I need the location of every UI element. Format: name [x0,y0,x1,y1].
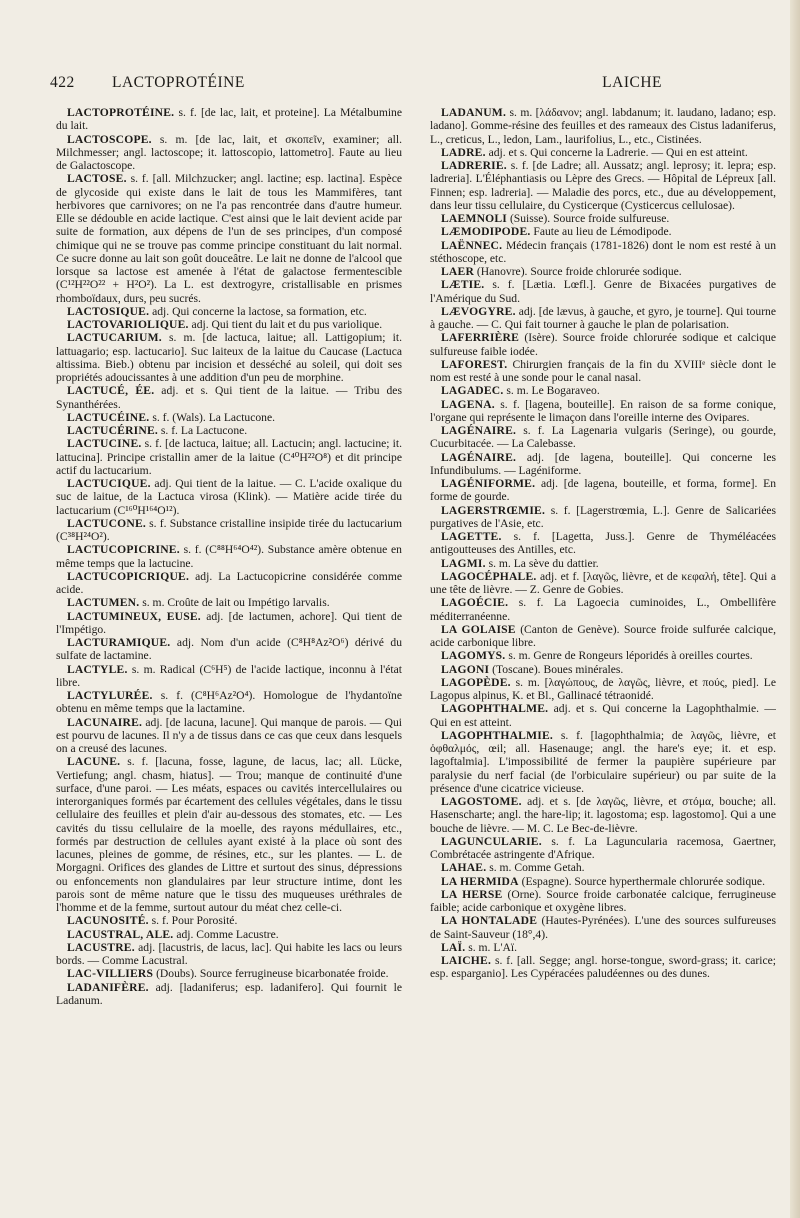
dictionary-entry [56,517,402,544]
dictionary-entry [430,424,776,451]
entry-headword: LAGUNCULARIE. [441,834,542,848]
entry-definition: s. f. Pour Porosité. [151,914,238,928]
entry-headword: LADANUM. [441,106,507,119]
entry-definition: s. f. Substance cristalline insipide tirée du lactucarium (C³⁸H²⁴O²). [56,516,402,543]
entry-definition: adj. [de lagena, bouteille, et forma, forme]. En forme de gourde. [430,477,776,504]
entry-definition: s. m. [λαγώπους, de λαγῶς, lièvre, et πούς, pied]. Le Lagopus alpinus, K. et Bl., Gallinacé tétraonidé. [430,675,776,702]
entry-definition: (Toscane). Boues minérales. [492,662,624,676]
entry-headword: LACTUCARIUM. [67,331,162,345]
entry-headword: LAGÉNIFORME. [441,477,536,490]
dictionary-entry [56,981,402,1008]
entry-headword: LA HERSE [441,887,503,901]
entry-headword: LAGMI. [441,556,486,570]
dictionary-entry [56,914,402,927]
dictionary-entry [430,875,776,888]
entry-definition: s. m. Croûte de lait ou Impétigo larvalis. [142,596,330,610]
entry-headword: LACUNE. [67,755,121,769]
entry-headword: LA HONTALADE [441,914,538,928]
entry-definition: s. m. [de lac, lait, et σκοπεῖν, examiner; all. Milchmesser; angl. lactoscope; it. lattoscopio, lattometro]. Faute au lieu de Galactoscope. [56,132,402,172]
dictionary-entry [56,477,402,517]
entry-headword: LACTUCOPICRIQUE. [67,569,190,583]
entry-headword: LACTOSIQUE. [67,304,150,318]
entry-definition: s. m. [λάδανον; angl. labdanum; it. laudano, ladano; esp. ladano]. Gomme-résine des feuilles et des rameaux des Cistus ladaniferus, L., creticus, L., ledon, Lam., laurifolius, L., etc., Cistinées. [430,106,776,146]
dictionary-entry [430,451,776,478]
running-head-left: LACTOPROTÉINE [112,74,245,91]
entry-headword: LAICHE. [441,954,492,967]
entry-definition: adj. [ladaniferus; esp. ladanifero]. Qui fournit le Ladanum. [56,980,402,1007]
entry-definition: s. m. Comme Getah. [489,861,585,875]
dictionary-entry [430,795,776,835]
entry-headword: LACTUCIQUE. [67,477,151,490]
entry-headword: LAËNNEC. [441,238,503,252]
dictionary-entry [430,530,776,557]
entry-headword: LACTOSE. [67,172,127,186]
dictionary-entry [430,914,776,941]
entry-headword: LACTUCONE. [67,516,146,530]
entry-definition: s. f. [all. Segge; angl. horse-tongue, sword-grass; it. carice; esp. esparganio]. Les Cypéracées paludéennes ou des dunes. [430,954,776,981]
entry-definition: adj. Qui tient de la laitue. — C. L'acide oxalique du suc de laitue, de la Lactuca virosa (Klink). — Matière acide tirée du lactucarium (C¹⁶⁰H¹⁶⁴O¹²). [56,477,402,517]
dictionary-entry [56,596,402,609]
entry-definition: adj. et s. Qui concerne la Lagophthalmie. — Qui en est atteint. [430,702,776,729]
entry-headword: LAGÉNAIRE. [441,424,517,437]
entry-headword: LÆTIE. [441,278,485,292]
dictionary-entry [56,106,402,133]
entry-definition: s. f. [de lactuca, laitue; all. Lactucin; angl. lactucine; it. lattucina]. Principe cristallin amer de la laitue (C⁴⁰H²²O⁸) et dit principe actif du lactucarium. [56,437,402,477]
dictionary-entry [430,477,776,504]
entry-definition: adj. et s. Qui concerne la Ladrerie. — Qui en est atteint. [488,145,748,159]
entry-definition: adj. [de lagena, bouteille]. Qui concerne les Infundibulums. — Lagéniforme. [430,450,776,477]
dictionary-entry [430,265,776,278]
entry-definition: s. f. [de lac, lait, et proteine]. La Métalbumine du lait. [56,106,402,133]
dictionary-entry [430,623,776,650]
entry-definition: s. f. La Lagenaria vulgaris (Seringe), ou gourde, Cucurbitacée. — La Calebasse. [430,424,776,451]
entry-headword: LADANIFÈRE. [67,980,149,994]
entry-definition: adj. [de lævus, à gauche, et gyro, je tourne]. Qui tourne à gauche. — C. Qui fait tourner à gauche le plan de polarisation. [430,304,776,331]
entry-headword: LAER [441,265,475,278]
entry-definition: (Hanovre). Source froide chlorurée sodique. [476,265,682,278]
entry-definition: adj. Qui concerne la lactose, sa formation, etc. [152,304,367,318]
entry-definition: s. f. [lagophthalmia; de λαγῶς, lièvre, et ὀφθαλμός, œil; all. Hasenauge; angl. the hare's eye; it. et esp. lagoftalmia]. L'impossibilité de fermer la paupière supérieure par paralysie du nerf facial (de l'orbiculaire supérieur) ou par suite de la présence d'une cicatrice vicieuse. [430,728,776,795]
entry-definition: (Doubs). Source ferrugineuse bicarbonatée froide. [156,967,389,981]
entry-headword: LAGADEC. [441,384,504,398]
dictionary-entry [430,239,776,266]
entry-definition: s. f. (C⁸⁸H⁶⁴O⁴²). Substance amère obtenue en même temps que la lactucine. [56,543,402,570]
entry-headword: LA GOLAISE [441,622,516,636]
entry-definition: (Isère). Source froide chlorurée sodique et calcique sulfureuse faible iodée. [430,331,776,358]
dictionary-entry [430,384,776,397]
entry-definition: adj. et f. [λαγῶς, lièvre, et de κεφαλή, tête]. Qui a une tête de lièvre. — Z. Genre de Gobies. [430,569,776,596]
dictionary-entry [56,331,402,384]
dictionary-entry [430,702,776,729]
entry-headword: LACTUCÉ, ÉE. [67,384,155,398]
entry-definition: Médecin français (1781-1826) dont le nom est resté à un stéthoscope, etc. [430,238,776,265]
entry-headword: LAGOSTOME. [441,795,522,808]
entry-headword: LAGOPÈDE. [441,675,511,689]
entry-definition: s. f. [de Ladre; all. Aussatz; angl. leprosy; it. lepra; esp. ladreria]. L'Éléphantiasis ou Lèpre des Grecs. — Hôpital de Lépreux [all. Finnen; esp. ladreria]. — Maladie des porcs, etc., due au développement, dans leur tissu cellulaire, du Cysticerque (Cysticercus cellulosae). [430,159,776,212]
dictionary-entry [56,716,402,756]
dictionary-entry [430,570,776,597]
entry-definition: (Hautes-Pyrénées). L'une des sources sulfureuses de Saint-Sauveur (18°,4). [430,914,776,941]
entry-definition: s. f. [lacuna, fosse, lagune, de lacus, lac; all. Lücke, Vertiefung; angl. chasm, hiatus]. — Trou; manque de continuité d'une surface, d'une paroi. — Les méats, espaces ou cavités intercellulaires ou interorganiques formés par écartement des cellules végétales, dans le tissu cellulaire des feuilles et plein d'air au-dessous des stomates, etc. — Les cavités du tissu cellulaire de la moelle, des rayons médullaires, etc., formés par destruction de cellules ayant existé à la place où sont des lacunes, pleines de gomme, de résines, etc., sur les plantes. — L. de Morgagni. Orifices des glandes de Littre et surtout des sinus, dépressions ou enfoncements non glandulaires par leur structure intime, dont les parois sont de même nature que le tissu des muqueuses uréthrales de l'homme et de la femme, surtout autour du méat chez celle-ci. [56,755,402,914]
dictionary-entry [56,318,402,331]
entry-headword: LACTUMINEUX, EUSE. [67,609,201,623]
entry-definition: adj. Qui tient du lait et du pus variolique. [191,318,383,331]
entry-definition: s. m. [de lactuca, laitue; all. Lattigopium; it. lattuagario; esp. lactucario]. Suc laiteux de la laitue du Caucase (Lactuca altissima. Bieb.) obtenu par incision et desséché au soleil, qui doit ses propriétés adoucissantes à une addition d'un peu de morphine. [56,331,402,384]
dictionary-entry [56,437,402,477]
entry-definition: adj. La Lactucopicrine considérée comme acide. [56,569,402,596]
dictionary-entry [430,954,776,981]
dictionary-entry [56,543,402,570]
entry-headword: LAGETTE. [441,530,502,543]
dictionary-entry [430,676,776,703]
entry-definition: Chirurgien français de la fin du XVIIIᵉ siècle dont le nom est resté à une sonde pour le canal nasal. [430,357,776,384]
entry-definition: s. f. [Lætia. Lœfl.]. Genre de Bixacées purgatives de l'Amérique du Sud. [430,278,776,305]
entry-headword: LÆVOGYRE. [441,304,516,318]
entry-headword: LACTOVARIOLIQUE. [67,318,189,331]
entry-definition: s. f. La Lactucone. [160,424,248,437]
entry-definition: (Espagne). Source hyperthermale chlorurée sodique. [521,874,765,888]
dictionary-entry [430,888,776,915]
dictionary-entry [430,557,776,570]
entry-headword: LADRERIE. [441,159,507,172]
dictionary-entry [56,133,402,173]
dictionary-entry [56,928,402,941]
entry-headword: LAGENA. [441,397,495,411]
entry-definition: s. f. [Lagerstrœmia, L.]. Genre de Salicariées purgatives de l'Asie, etc. [430,503,776,530]
entry-headword: LAÏ. [441,940,466,954]
dictionary-entry [56,941,402,968]
entry-definition: s. f. [all. Milchzucker; angl. lactine; esp. lactina]. Espèce de glycoside qui existe dans le lait de tous les Mammifères, tant herbivores que carnivores; on ne l'a pas rencontrée dans d'autre humeur. Elle se dédouble en acide lactique. C'est ainsi que le lait devient acide par suite de formation, aux dépens de l'un de ses principes, d'un composé chimique qui ne se trouve pas comme principe constituant du lait normal. Ce sucre donne au lait son goût douceâtre. Le lait ne donne de l'alcool que lorsque sa lactose est amenée à l'état de galactose fermentescible (C¹²H²²O²² + H²O²). La L. est dextrogyre, cristallisable en prismes rhomboïdaux, durs, peu sucrés. [56,172,402,305]
dictionary-entry [430,596,776,623]
dictionary-entry [430,649,776,662]
entry-definition: s. f. (Wals). La Lactucone. [152,410,275,424]
entry-headword: LACTYLE. [67,662,128,676]
entry-headword: LAFERRIÈRE [441,331,520,345]
dictionary-entry [430,861,776,874]
entry-headword: LACTOSCOPE. [67,132,152,146]
dictionary-entry [56,570,402,597]
dictionary-entry [430,663,776,676]
entry-definition: s. m. Genre de Rongeurs léporidés à oreilles courtes. [508,649,753,663]
dictionary-entry [56,610,402,637]
page-number: 422 [50,74,75,91]
entry-headword: LAGOPHTHALME. [441,702,549,716]
left-column [56,106,402,1186]
entry-definition: s. f. [Lagetta, Juss.]. Genre de Thyméléacées antigoutteuses des Antilles, etc. [430,530,776,557]
right-column [430,106,776,1186]
dictionary-entry [430,146,776,159]
dictionary-entry [56,384,402,411]
dictionary-entry [430,331,776,358]
dictionary-entry [430,278,776,305]
entry-definition: s. m. L'Aï. [468,940,518,954]
entry-definition: adj. et s. [de λαγῶς, lièvre, et στόμα, bouche; all. Hasenscharte; angl. the hare-lip; it. lagostoma; esp. lagostomo]. Qui a une bouche de lièvre. — M. C. Le Bec-de-lièvre. [430,795,776,835]
dictionary-entry [56,305,402,318]
dictionary-entry [56,663,402,690]
dictionary-entry [430,159,776,212]
entry-headword: LAHAE. [441,861,487,875]
entry-headword: LA HERMIDA [441,874,519,888]
dictionary-entry [56,636,402,663]
entry-headword: LACTUCÉRINE. [67,424,158,437]
entry-headword: LACTUCINE. [67,437,142,451]
entry-headword: LACUSTRE. [67,940,135,954]
entry-definition: s. f. La Laguncularia racemosa, Gaertner, Combrétacée astringente d'Afrique. [430,834,776,861]
entry-headword: LAGONI [441,662,490,676]
dictionary-entry [430,212,776,225]
dictionary-entry [56,172,402,305]
entry-definition: adj. Nom d'un acide (C⁸H⁸Az²O⁶) dérivé du sulfate de lactamine. [56,636,402,663]
entry-definition: s. m. La sève du dattier. [488,556,599,570]
dictionary-entry [430,941,776,954]
entry-headword: LAGOPHTHALMIE. [441,728,553,742]
dictionary-entry [430,835,776,862]
dictionary-entry [56,689,402,716]
dictionary-entry [430,225,776,238]
entry-headword: LACTURAMIQUE. [67,636,171,649]
dictionary-entry [56,755,402,914]
running-header [50,74,772,96]
entry-headword: LAGOMYS. [441,649,506,663]
entry-headword: LÆMODIPODE. [441,225,531,239]
entry-headword: LACUNOSITÉ. [67,914,149,928]
entry-definition: s. f. (C⁸H⁶Az²O⁴). Homologue de l'hydantoïne obtenu en même temps que la lactamine. [56,689,402,716]
entry-definition: adj. et s. Qui tient de la laitue. — Tribu des Synanthérées. [56,384,402,411]
entry-definition: Faute au lieu de Lémodipode. [533,225,672,239]
entry-definition: s. f. La Lagoecia cuminoides, L., Ombellifère méditerranéenne. [430,596,776,623]
entry-headword: LAFOREST. [441,357,508,371]
entry-headword: LAC-VILLIERS [67,967,154,981]
dictionary-entry [430,729,776,795]
entry-definition: (Suisse). Source froide sulfureuse. [509,212,670,225]
entry-definition: adj. Comme Lacustre. [176,927,279,941]
dictionary-entry [56,411,402,424]
entry-definition: adj. [de lactumen, achore]. Qui tient de l'Impétigo. [56,609,402,636]
entry-headword: LAEMNOLI [441,212,508,225]
dictionary-entry [430,398,776,425]
entry-headword: LACUNAIRE. [67,715,143,729]
dictionary-entry [430,106,776,146]
entry-headword: LACTUMEN. [67,596,140,610]
entry-definition: (Canton de Genève). Source froide sulfurée calcique, acide carbonique libre. [430,622,776,649]
entry-headword: LACTOPROTÉINE. [67,106,175,119]
entry-headword: LADRE. [441,145,486,159]
entry-definition: adj. [de lacuna, lacune]. Qui manque de parois. — Qui est pourvu de lacunes. Il n'y a de tissus dans ce cas que ceux dans lesquels on a creusé des lacunes. [56,715,402,755]
page-edge [790,0,800,1218]
entry-headword: LACTYLURÉE. [67,689,153,702]
entry-headword: LAGOÉCIE. [441,596,509,610]
dictionary-entry [430,305,776,332]
entry-headword: LACTUCOPICRINE. [67,543,180,557]
entry-definition: adj. [lacustris, de lacus, lac]. Qui habite les lacs ou leurs bords. — Comme Lacustral. [56,940,402,967]
entry-definition: s. m. Le Bogaraveo. [506,384,600,398]
entry-headword: LAGERSTRŒMIE. [441,503,546,517]
entry-definition: s. m. Radical (C⁶H⁵) de l'acide lactique, inconnu à l'état libre. [56,662,402,689]
running-head-right: LAICHE [602,74,662,91]
entry-headword: LACUSTRAL, ALE. [67,927,174,941]
entry-headword: LAGOCÉPHALE. [441,569,537,583]
entry-headword: LACTUCÉINE. [67,410,150,424]
dictionary-entry [56,967,402,980]
dictionary-entry [430,504,776,531]
entry-headword: LAGÉNAIRE. [441,450,517,464]
entry-definition: s. f. [lagena, bouteille]. En raison de sa forme conique, l'organe qui représente le limaçon dans l'oreille interne des Ovipares. [430,397,776,424]
dictionary-entry [56,424,402,437]
entry-definition: (Orne). Source froide carbonatée calcique, ferrugineuse faible; acide carbonique et oxygène libres. [430,887,776,914]
dictionary-entry [430,358,776,385]
